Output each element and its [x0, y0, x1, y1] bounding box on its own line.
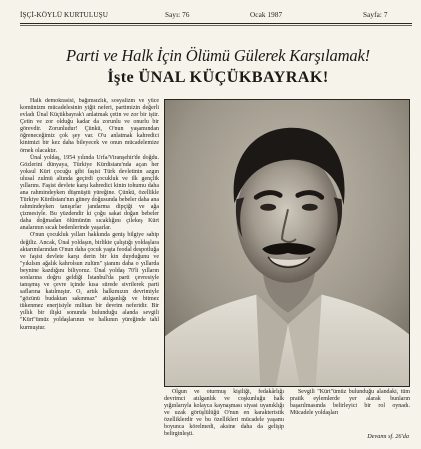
caption-column-a	[164, 389, 284, 439]
header-rule-thin	[20, 25, 412, 26]
article-paragraph-1: Halk demokrasisi, bağımsızlık, sosyalizm ve yüce komünizm mücadelesinin yiğit neferi, partimizin değerli evladı Ünal Küçükbayrak'ı anlatmak çetin ve zor bir iştir. Çetin ve zor olduğu kadar da zorunlu ve onurlu bir görevdir. Zorunludur! Çünkü, O'nun yaşamından öğreneceğimiz çok şey var. O'u anlatmak kahredici kinimizi bir kez daha bileyecek ve onun mücadelemize örnek olacaktır.	[20, 98, 159, 154]
portrait-photo-icon	[165, 100, 409, 386]
caption-paragraph-b: Sevgili "Kürt"ümüz bulunduğu alandaki, tüm pratik eylemlerde yer alarak bunların başarılmasında belirleyici bir rol oynadı. Mücadele yoldaşları	[290, 389, 410, 417]
continued-note: Devamı sf. 26'da	[367, 433, 409, 440]
page-number: Sayfa: 7	[363, 11, 388, 19]
caption-column-b	[290, 389, 410, 417]
header-rule	[20, 23, 412, 24]
portrait-photo	[164, 99, 410, 387]
article-paragraph-2: Ünal yoldaş, 1954 yılında Urfa/Viranşehir'de doğdu. Gözlerini dünyaya, Türkiye Kürdistanı'nda açan her yoksul Kürt çocuğu gibi faşist Türk devletinin azgın ulusal zulmü altında geçirdi çocukluk ve ilk gençlik yıllarını. Faşist devlete karşı kahredici kinin tohumu daha ana rahmindeyken düşmüştü yüreğine. Çünkü, özellikle Türkiye Kürdistanı'nın güney doğusunda bebeler daha ana rahmindeyken tanışırlar jandarma dipçiği ve ağa çizmesiyle. Bu yüzdendir ki çoğu sakat doğan bebeler daha doğmadan ölümünün sıcaklığını çilekeş Kürt analarının sıcak bedenlerinde yaşarlar.	[20, 154, 159, 232]
headline-line-1: Parti ve Halk İçin Ölümü Gülerek Karşılamak!	[66, 46, 370, 65]
caption-paragraph-a: Olgun ve oturmuş kişiliği, fedakârlığı devrimci atılganlık ve coşkunluğu halk yığınlarıyla kolayca kaynaşması siyasi uyanıklığı ve uzak görüşlülüğü O'nun en karakteristik özelliklerdir ve bu özellikleri mücadele yaşamı boyunca körelmedi, aksine daha da gelişip belirginleşti.	[164, 389, 284, 438]
article-body	[20, 98, 159, 442]
article-paragraph-3: O'nun çocukluk yılları hakkında geniş bilgiye sahip değiliz. Ancak, Ünal yoldaşın, birlikte çalıştığı yoldaşlara aktarımlarından O'nun daha çocuk yaşta feodal despotluğa ve faşist devlete karşı derin bir kin duyduğunu ve "yıkılsın ağalık kahrolsun zulüm" şianını daha o yıllarda beynine kazdığını biliyoruz. Ünal yoldaş 70'li yılların sonlarına doğru geldiği İstanbul'da parti çevresiyle tanışmış ve çevre içinde kısa sürede sivrilerek parti saflarına katılmıştır. O, artık halkımızın devrimiyle "gözünü budaktan sakınmaz" atılganlığı ve bitmez tükenmez enerjisiyle militan bir devrim neferidir. Bir yıllık bir ilişki sonunda bulunduğu alanda sevgili "Kürt"ümüz yoldaşlarının ve halkının yüreğinde tahl kurmuştur.	[20, 232, 159, 331]
headline-line-2: İşte ÜNAL KÜÇÜKBAYRAK!	[107, 68, 329, 86]
issue-date: Ocak 1987	[250, 11, 283, 19]
publication-name: İŞÇİ-KÖYLÜ KURTULUŞU	[20, 11, 109, 19]
issue-number: Sayı: 76	[165, 11, 190, 19]
page-header	[20, 11, 412, 23]
